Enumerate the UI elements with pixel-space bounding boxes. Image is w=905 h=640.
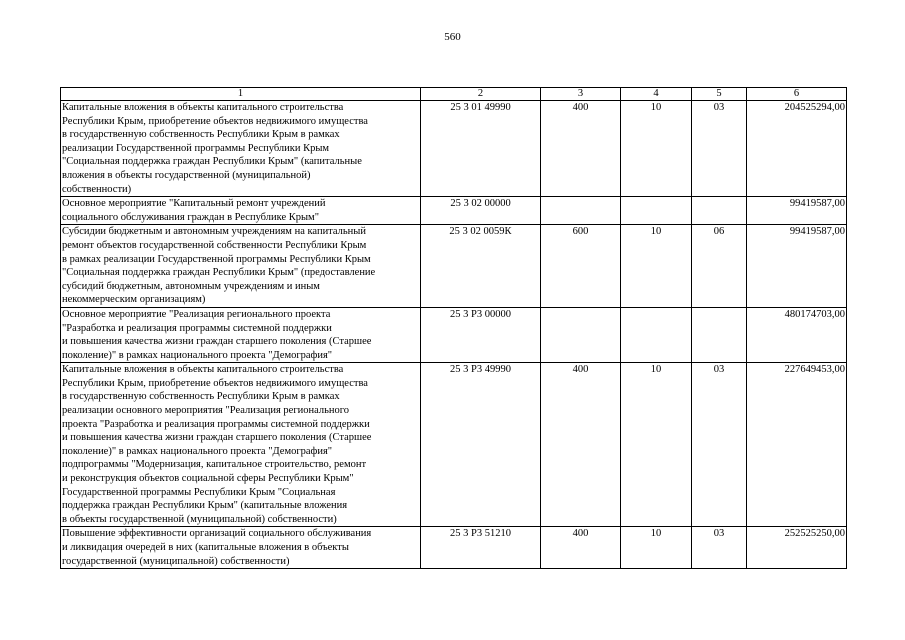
name-line: некоммерческим организациям): [62, 294, 206, 306]
target-article-code: 25 3 Р3 51210: [421, 527, 541, 569]
name-line: и повышения качества жизни граждан старшего поколения (Старшее: [62, 336, 372, 348]
name-line: "Социальная поддержка граждан Республики Крым" (предоставление: [62, 267, 376, 279]
name-line: "Социальная поддержка граждан Республики Крым" (капитальные: [62, 156, 362, 168]
table-row: [61, 363, 847, 527]
header-col-1: 1: [61, 88, 421, 101]
name-line: Повышение эффективности организаций социального обслуживания: [62, 528, 372, 540]
name-line: Основное мероприятие "Капитальный ремонт учреждений: [62, 198, 326, 210]
header-col-3: 3: [541, 88, 621, 101]
section-code: 10: [621, 101, 692, 197]
subsection-code: 03: [692, 101, 747, 197]
name-line: социального обслуживания граждан в Республике Крым": [62, 211, 319, 223]
expense-type-code: [541, 197, 621, 225]
name-line: в рамках реализации Государственной программы Республики Крым: [62, 253, 371, 265]
expense-type-code: 400: [541, 101, 621, 197]
name-line: в объекты государственной (муниципальной) собственности): [62, 513, 337, 525]
name-line: Государственной программы Республики Крым "Социальная: [62, 486, 336, 498]
row-name-cell: [61, 197, 421, 225]
table-row: [61, 225, 847, 308]
name-line: поддержка граждан Республики Крым" (капитальные вложения: [62, 500, 348, 512]
row-name-cell: [61, 225, 421, 308]
amount-value: 99419587,00: [747, 197, 847, 225]
name-line: "Разработка и реализация программы системной поддержки: [62, 322, 332, 334]
target-article-code: 25 3 02 0059К: [421, 225, 541, 308]
name-line: подпрограммы "Модернизация, капитальное строительство, ремонт: [62, 459, 367, 471]
name-line: и ликвидация очередей в них (капитальные вложения в объекты: [62, 542, 349, 553]
name-line: субсидий бюджетным, автономным учреждениям и иным: [62, 280, 320, 292]
name-line: проекта "Разработка и реализация программы системной поддержки: [62, 418, 370, 430]
expense-type-code: 400: [541, 363, 621, 527]
amount-value: 227649453,00: [747, 363, 847, 527]
expense-type-code: 600: [541, 225, 621, 308]
amount-value: 252525250,00: [747, 527, 847, 569]
subsection-code: 06: [692, 225, 747, 308]
name-line: Основное мероприятие "Реализация регионального проекта: [62, 308, 331, 320]
table-header-row: [61, 88, 847, 101]
amount-value: 204525294,00: [747, 101, 847, 197]
header-col-2: 2: [421, 88, 541, 101]
name-line: ремонт объектов государственной собственности Республики Крым: [62, 239, 367, 251]
name-line: в государственную собственность Республики Крым в рамках: [62, 391, 340, 403]
subsection-code: [692, 197, 747, 225]
name-line: собственности): [62, 183, 132, 195]
target-article-code: 25 3 Р3 00000: [421, 307, 541, 362]
table-row: [61, 101, 847, 197]
section-code: 10: [621, 363, 692, 527]
table-row: [61, 197, 847, 225]
name-line: и повышения качества жизни граждан старшего поколения (Старшее: [62, 432, 372, 444]
header-col-4: 4: [621, 88, 692, 101]
budget-table: [60, 87, 847, 569]
amount-value: 99419587,00: [747, 225, 847, 308]
name-line: Республики Крым, приобретение объектов недвижимого имущества: [62, 377, 368, 389]
name-line: Республики Крым, приобретение объектов недвижимого имущества: [62, 115, 368, 127]
row-name-cell: [61, 363, 421, 527]
section-code: 10: [621, 527, 692, 569]
row-name-cell: [61, 527, 421, 569]
table-row: [61, 307, 847, 362]
header-col-6: 6: [747, 88, 847, 101]
section-code: [621, 307, 692, 362]
name-line: поколение)" в рамках национального проекта "Демография": [62, 445, 333, 457]
name-line: поколение)" в рамках национального проекта "Демография": [62, 349, 333, 361]
table-row: [61, 527, 847, 569]
name-line: реализации основного мероприятия "Реализация регионального: [62, 405, 350, 417]
header-col-5: 5: [692, 88, 747, 101]
subsection-code: 03: [692, 527, 747, 569]
section-code: 10: [621, 225, 692, 308]
subsection-code: 03: [692, 363, 747, 527]
row-name-cell: [61, 307, 421, 362]
page-number: 560: [444, 31, 461, 43]
target-article-code: 25 3 02 00000: [421, 197, 541, 225]
expense-type-code: [541, 307, 621, 362]
target-article-code: 25 3 01 49990: [421, 101, 541, 197]
name-line: Капитальные вложения в объекты капитального строительства: [62, 364, 344, 376]
amount-value: 480174703,00: [747, 307, 847, 362]
row-name-cell: [61, 101, 421, 197]
name-line: Субсидии бюджетным и автономным учреждениям на капитальный: [62, 226, 366, 238]
name-line: вложения в объекты государственной (муниципальной): [62, 169, 311, 181]
name-line: Капитальные вложения в объекты капитального строительства: [62, 102, 344, 113]
name-line: и реконструкция объектов социальной сферы Республики Крым": [62, 473, 354, 485]
name-line: реализации Государственной программы Республики Крым: [62, 142, 330, 154]
name-line: в государственную собственность Республики Крым в рамках: [62, 129, 340, 141]
target-article-code: 25 3 Р3 49990: [421, 363, 541, 527]
name-line: государственной (муниципальной) собственности): [62, 555, 290, 567]
subsection-code: [692, 307, 747, 362]
section-code: [621, 197, 692, 225]
expense-type-code: 400: [541, 527, 621, 569]
